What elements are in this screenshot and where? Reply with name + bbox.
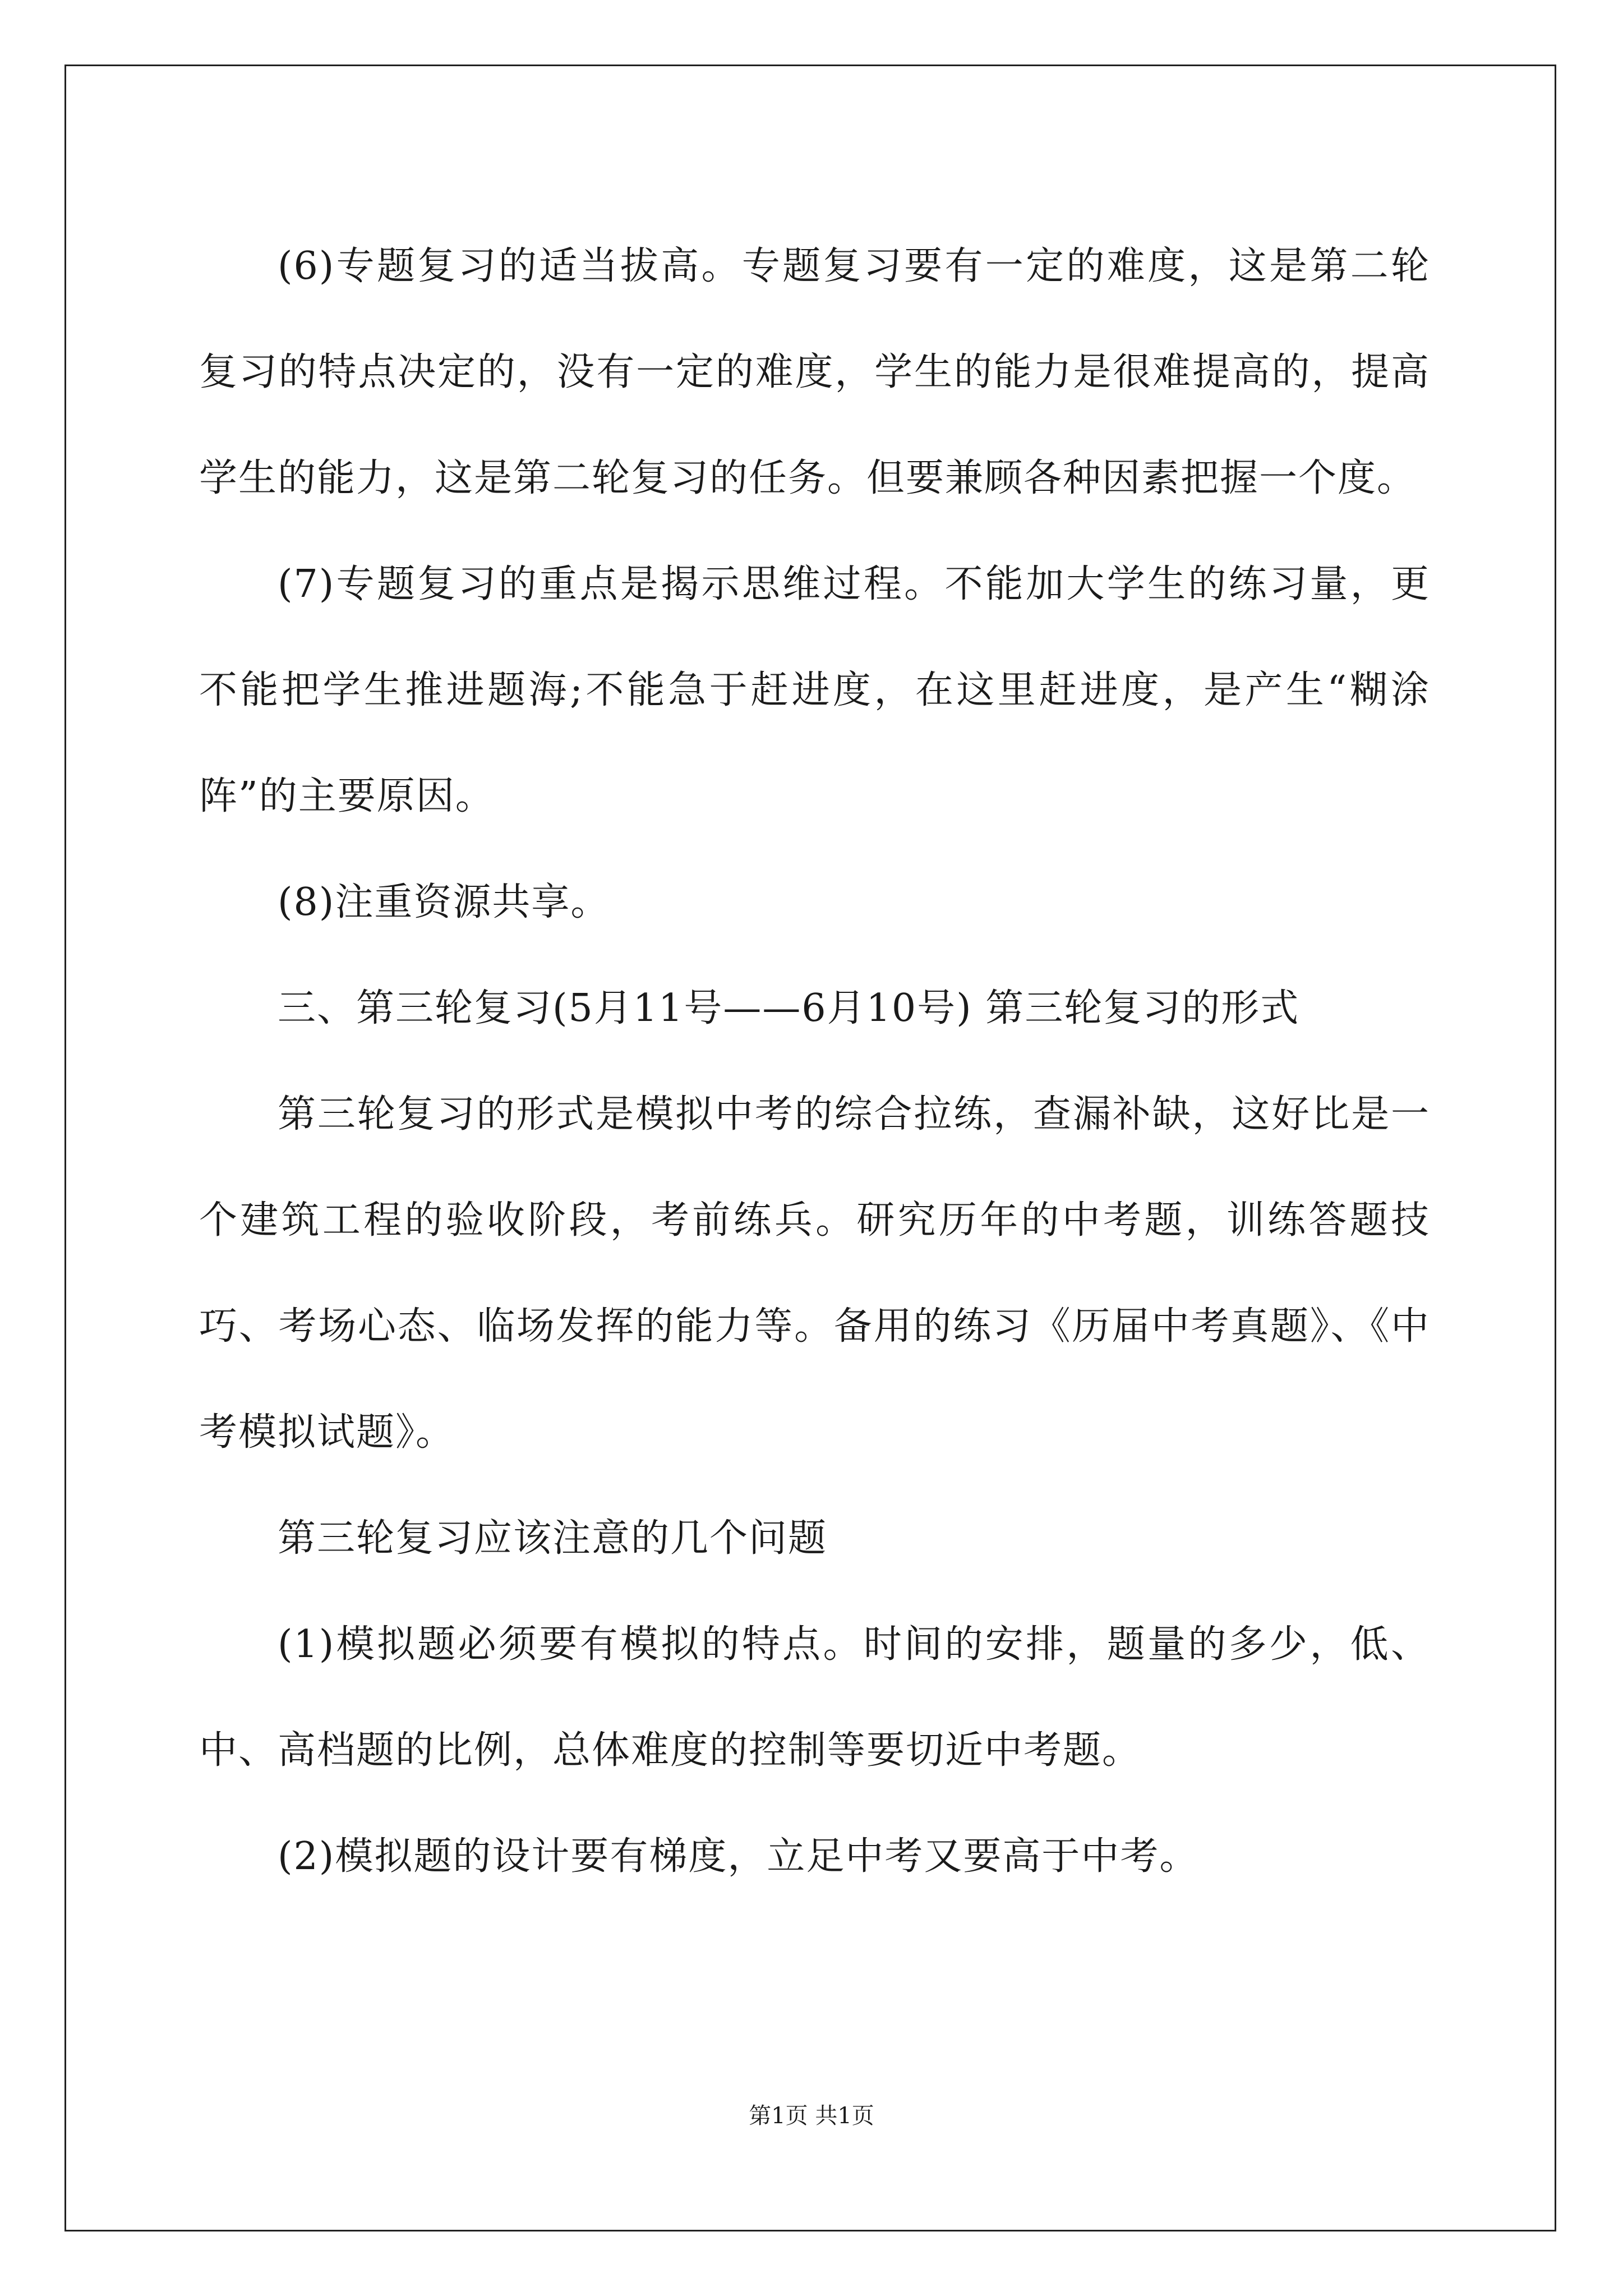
paragraph-2-mock-gradient: (2)模拟题的设计要有梯度，立足中考又要高于中考。 bbox=[278, 1834, 1199, 1879]
paragraph-1-mock-features: (1)模拟题必须要有模拟的特点。时间的安排，题量的多少，低、中、高档题的比例，总体难度的控制等要切近中考题。 bbox=[199, 1622, 1430, 1773]
paragraph-third-round-form: 第三轮复习的形式是模拟中考的综合拉练，查漏补缺，这好比是一个建筑工程的验收阶段，考前练兵。研究历年的中考题，训练答题技巧、考场心态、临场发挥的能力等。备用的练习《历届中考真题》、《中考模拟试题》。 bbox=[199, 1092, 1430, 1455]
paragraph-6-topic-raise: (6)专题复习的适当拔高。专题复习要有一定的难度，这是第二轮复习的特点决定的，没有一定的难度，学生的能力是很难提高的，提高学生的能力，这是第二轮复习的任务。但要兼顾各种因素把握一个度。 bbox=[199, 244, 1430, 500]
paragraph-7-thinking-process: (7)专题复习的重点是揭示思维过程。不能加大学生的练习量，更不能把学生推进题海;不能急于赶进度，在这里赶进度，是产生“糊涂阵”的主要原因。 bbox=[199, 562, 1430, 818]
document-body bbox=[199, 213, 1430, 1910]
subheading-third-round-issues: 第三轮复习应该注意的几个问题 bbox=[278, 1516, 828, 1561]
page-footer: 第1页 共1页 bbox=[749, 2103, 874, 2129]
paragraph-8-resource-sharing: (8)注重资源共享。 bbox=[278, 880, 610, 924]
section-heading-third-round: 三、第三轮复习(5月11号——6月10号) 第三轮复习的形式 bbox=[278, 986, 1300, 1030]
